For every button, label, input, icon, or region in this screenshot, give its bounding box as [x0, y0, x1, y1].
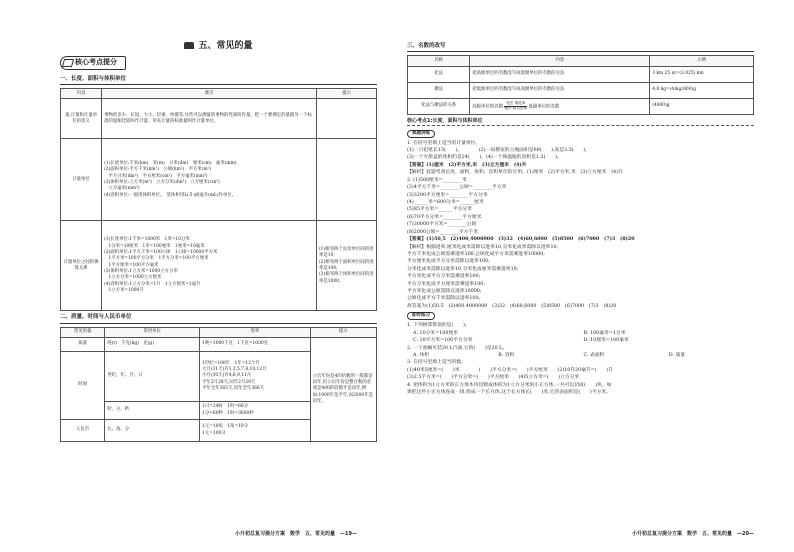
- practice-question-1: 1. 下列换算错误的是( )。: [407, 323, 470, 329]
- table-header-row: 常见的量 常用单位 进率 提示: [61, 327, 377, 337]
- option-a: A. 体积: [413, 353, 430, 359]
- right-page: [397, 0, 794, 552]
- example-question-2: 2. (1)500厘米=________米 (2)4平方千米=________公顷=________平方米 (3)3200平方厘米=________平方分米 (4)______米=600分米=______厘米 (5)85平方米=______平方分米 (6)70平方分米=________平方厘米 (7)30000平方米=________公顷 (8)2000公顷=________平方千米 【答案】(1)50,5 (2)400,4000000 (3)32 (4)60,6000 (5)8500 (6)7000 (7)3 (8)20 【解析】根据进率,厘米化成米需除以进率10,分米化成米需除以进率10; 平方千米化成公顷需乘进率100,公顷化成平方米需乘进率10000; 平方厘米化成平方分米需除以进率100; 分米化成米需除以进率10,分米化成厘米需乘进率10; 平方米化成平方分米需乘进率100; 平方分米化成平方厘米需乘进率100; 平方米化成公顷需除以进率10000; 公顷化成平方千米需除以进率100。 故答案为(1)50,5 (2)400,4000000 (3)32 (4)60,6000 (5)8500 (6)7000 (7)3 (8)20: [407, 177, 635, 309]
- example-question-1: 1. 在括号里填上适当的计量单位。 (1)一只铅笔长15( )。 (2)一间教室的占地面积是60( ),高是3.5( )。 (3)一个火柴盒的体积约是24( )。(4)一个保温瓶的容积是1.2( )。 【答案】(1)厘米 (2)平方米,米 (3)立方厘米 (4)升 【解析】此题考查长度、面积、体积、容积单位的应用。(1)厘米 (2)平方米,米 (3)立方厘米 (4)升: [407, 140, 623, 176]
- table-row: 质量 吨(t) 千克(kg) 克(g) 1吨=1000千克 1千克=1000克 公历年份是4的倍数的一般都是闰年,但公历年份是整百数的必须是400的倍数才是闰年,例如:1900年是平年,而2000年是闰年。: [61, 338, 377, 352]
- table-row: 化法 把高级单位的名数改写成低级单位的名数的方法 3 km 25 m=(3.025) km: [408, 66, 754, 82]
- section-unit-rewriting-title: 三、名数的改写: [407, 43, 754, 52]
- option-b: B. 100毫米=1分米: [583, 330, 626, 336]
- table-row: 量,计量和计量单位的意义 事物的多少、长短、大小、轻重、快慢等,这些可以测量的事物的性质叫作量。把一个要测定的量跟另一个标准的量相比较叫作计量。用来计量的标准量叫作计量单位。: [61, 99, 377, 139]
- table-header-row: 名称 内容 示例: [408, 56, 754, 66]
- conversion-arrow: $\frac{\text{化法 乘进率}}{\text{聚法 除以进率}}$: [504, 100, 528, 110]
- practice-q2-options: [407, 352, 754, 359]
- practice-tag: 即时练习: [407, 312, 435, 320]
- table-row: 聚法 把低级单位的名数改写成高级单位的名数的方法 4.8 kg=(4)kg(800)g: [408, 82, 754, 98]
- graduation-cap-icon: [184, 42, 194, 49]
- practice-q1-options-2: [407, 337, 754, 344]
- units-table: [60, 88, 377, 311]
- option-c: C. 10平方米=100平方分米: [413, 338, 473, 344]
- option-d: D. 质量: [668, 353, 686, 359]
- table-header-row: 内容 要点 提示: [61, 89, 377, 99]
- core-points-banner: 核心考点提分: [60, 56, 126, 69]
- table-row: 时间 世纪、年、月、日 1世纪=100年 1年=12个月 大月(31天)有1,3,5,7,8,10,12月 小月(30天)有4,6,9,11月 平年2月28天,闰年2月29天 平年全年365天,闰年全年366天: [61, 352, 377, 402]
- practice-question-4: 4. 把体积为1立方米的正方体木块切割成体积为1立方分米的小正方体,一共可以切成( )块。如 果把这些小正方体连成一排,组成一个长方体,这个长方体长( )米,它的表面积是( )平方米。: [407, 382, 612, 396]
- page-footer-right: 小升初总复习提分方案 数学 五、常见的量 —20—: [632, 531, 754, 538]
- leap-year-tip: 公历年份是4的倍数的一般都是闰年,但公历年份是整百数的必须是400的倍数才是闰年,例如:1900年是平年,而2000年是闰年。: [310, 338, 376, 442]
- table-row: 化法与聚法的关系 高级单位的名数 $\frac{\text{化法 乘进率}}{\text{聚法 除以进率}}$ 低级单位的名数 (4800)g: [408, 98, 754, 114]
- chapter-title: 五、常见的量: [60, 40, 377, 52]
- core-point-1-title: 核心考点1:长度、面积与体积单位: [407, 118, 754, 126]
- option-c: C. 表面积: [583, 353, 605, 359]
- mass-time-money-table: [60, 327, 377, 442]
- page-footer-left: 小升初总复习提分方案 数学 五、常见的量 —19—: [235, 531, 357, 538]
- option-a: A. 10分米=100厘米: [413, 330, 458, 336]
- examples-tag: 典题讲练: [407, 130, 435, 138]
- practice-question-3: 3. 在括号里填上适当的数。 (1)40米5厘米=( )米 ( )平方分米=( )平方厘米 (2)10升20毫升=( )升 (3)2.5平方米=( )平方分米=( )平方厘米 (4)5立方米=( )立方分米: [407, 360, 613, 381]
- section-mass-time-money-title: 二、质量、时间与人民币单位: [60, 314, 377, 323]
- section-length-area-volume-title: 一、长度、面积与体积单位: [60, 76, 377, 85]
- table-row: 计量单位之间的换算关系 (1)长度单位:1千米=1000米 1米=10分米 1分米=10厘米 1米=100厘米 1厘米=10毫米 (2)面积单位:1平方千米=100公顷 1公顷=10000平方米 1平方米=100平方分米 1平方分米=100平方厘米 1平方厘米=100平方毫米 (3)体积单位:1立方米=1000立方分米 1立方分米=1000立方厘米 (4)容积单位:1立方分米=1升 1立方厘米=1毫升 1立方米=1000升 (1)相邻两个长度单位间的进率是10; (2)相邻两个面积单位间的进率是100; (3)相邻两个体积单位间的进率是1000。: [61, 221, 377, 311]
- table-row: 计量单位 (1)长度单位:千米(km) 米(m) 分米(dm) 厘米(cm) 毫米(mm) (2)面积单位:平方千米(km²) 公顷(hm²) 平方米(m²) 平方分米(dm²) 平方厘米(cm²) 平方毫米(mm²) (3)体积单位:立方米(m³) 立方分米(dm³) 立方厘米(cm³) 立方毫米(mm³) (4)容积单位:一般用体积单位。 装体积用L(升)或毫升(mL)作单位。: [61, 139, 377, 221]
- practice-question-2: 2. 一个油桶可装20 L汽油,它的( )是20 L。: [407, 345, 508, 351]
- option-d: D. 10厘米=100毫米: [583, 338, 629, 344]
- table-row: 人民币 元、角、分 1元=10角 1角=10分 1元=100分: [61, 420, 377, 442]
- unit-rewriting-table: [407, 55, 754, 114]
- table-row: 时、分、秒 1日=24时 1时=60分 1分=60秒 1时=3600秒: [61, 402, 377, 420]
- practice-q1-options: [407, 330, 754, 337]
- option-b: B. 容积: [498, 353, 515, 359]
